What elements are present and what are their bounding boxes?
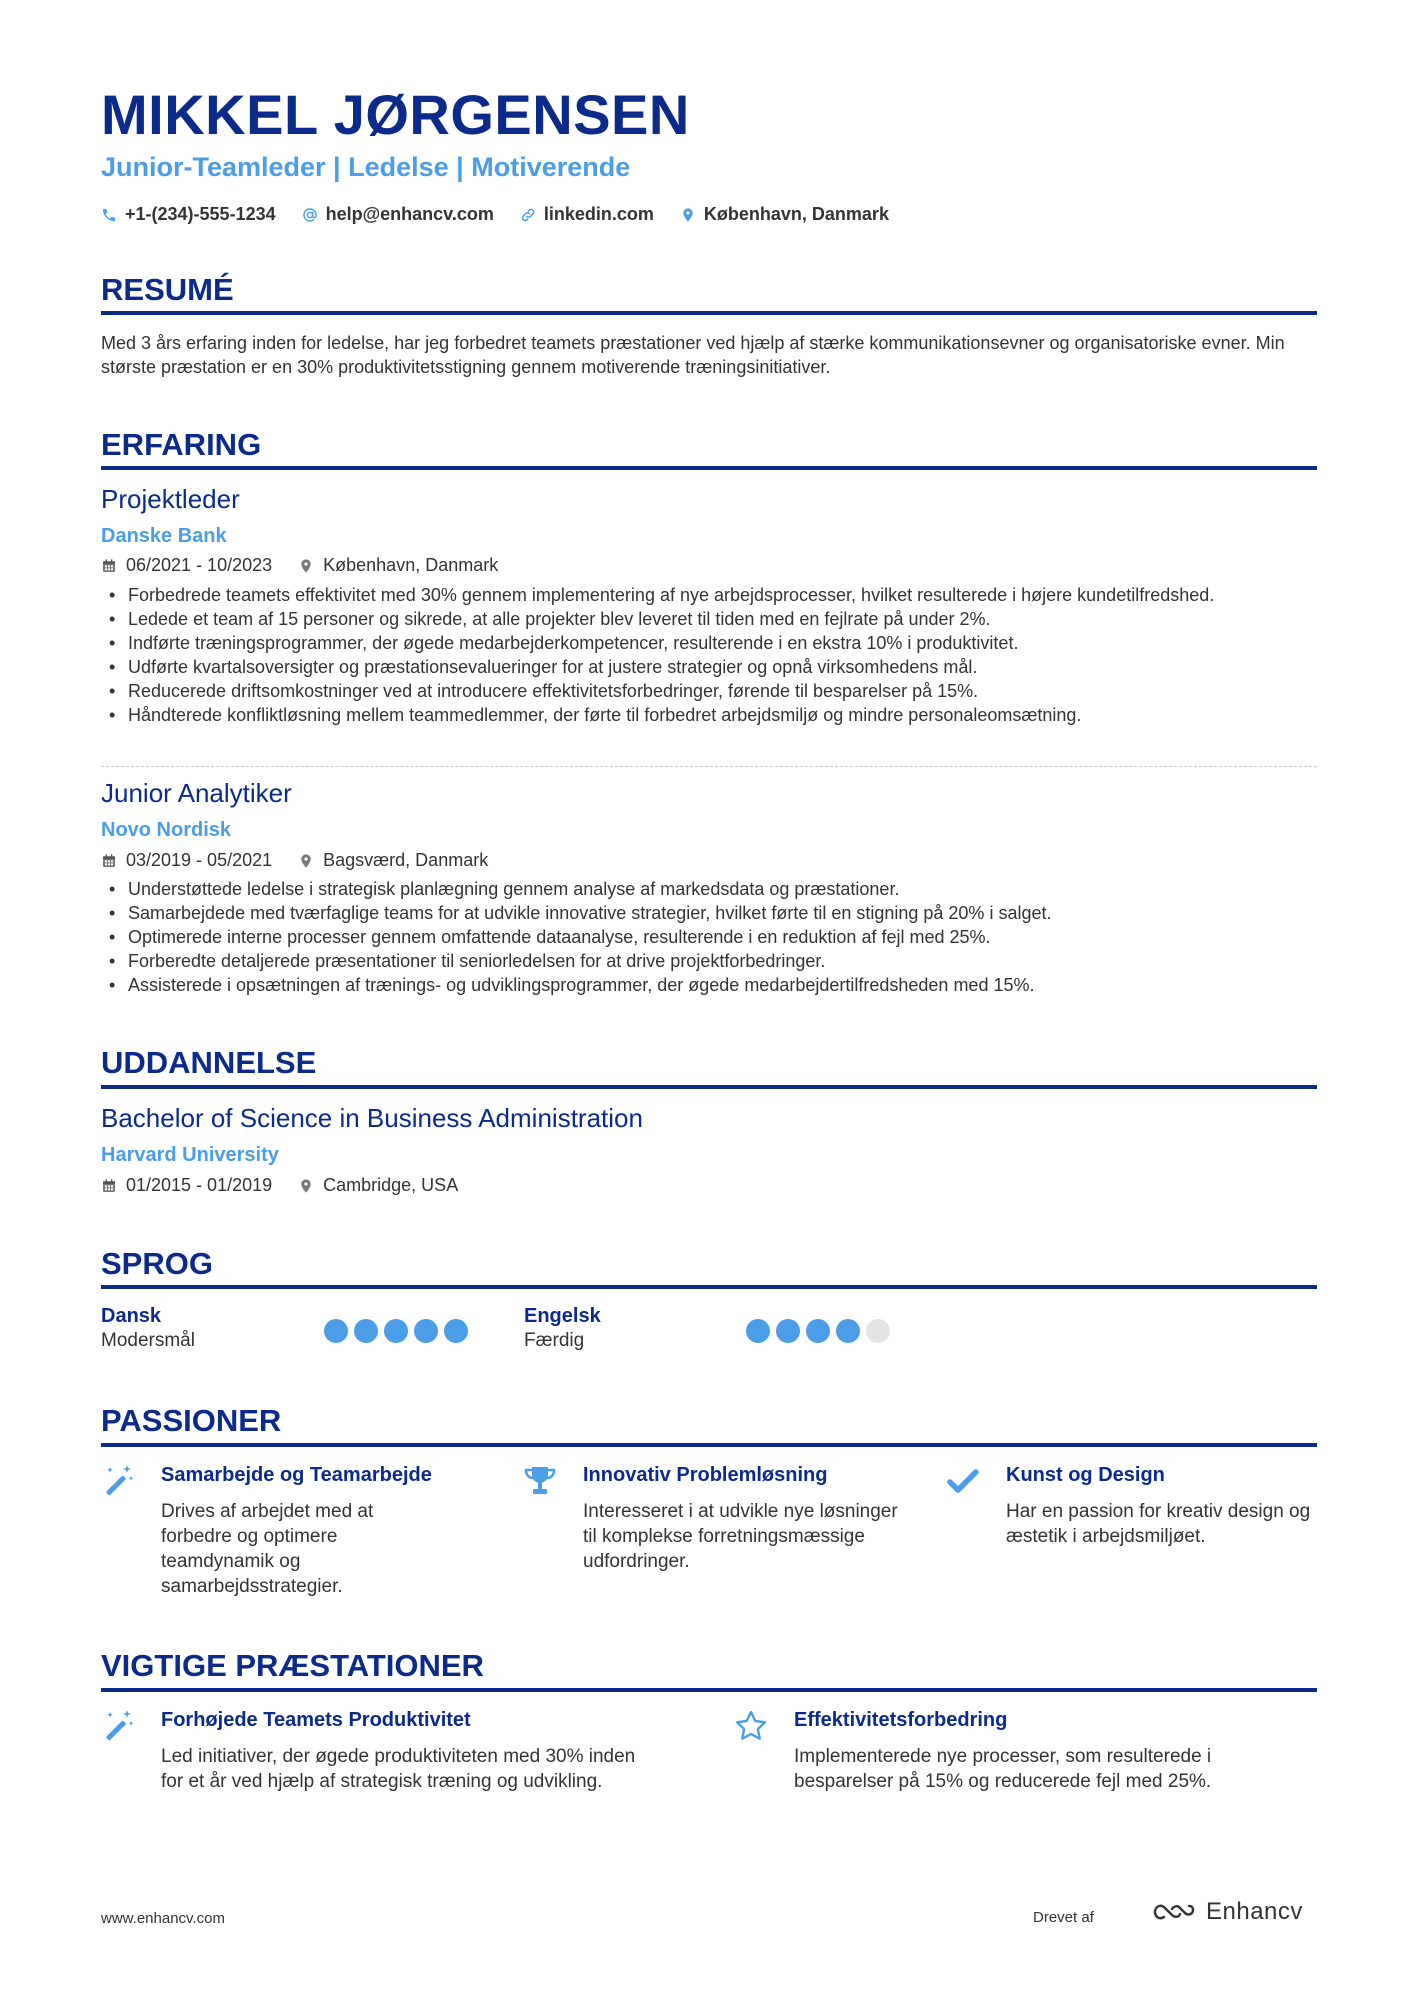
list-item: • Ledede et team af 15 personer og sikrede, at alle projekter blev leveret til tiden med en fejlrate på under 2%. — [101, 607, 1317, 631]
footer-website[interactable]: www.enhancv.com — [101, 1910, 225, 1927]
job-2-location: Bagsværd, Danmark — [323, 850, 489, 870]
passions-divider — [101, 1443, 1317, 1447]
language-name: Dansk — [101, 1305, 162, 1327]
job-2-dates: 03/2019 - 05/2021 — [126, 850, 273, 870]
calendar-icon — [101, 558, 117, 574]
contact-linkedin[interactable] — [520, 204, 654, 225]
summary-divider — [101, 311, 1317, 315]
degree-title: Bachelor of Science in Business Administration — [101, 1103, 643, 1133]
list-item: • Reducerede driftsomkostninger ved at introducere effektivitetsforbedringer, førende til besparelser på 15%. — [101, 679, 1317, 703]
contact-phone[interactable] — [101, 204, 276, 225]
candidate-tagline: Junior-Teamleder | Ledelse | Motiverende — [101, 152, 631, 182]
achievement-text: Implementerede nye processer, som resulterede i besparelser på 15% og reducerede fejl med 25%. — [794, 1746, 1212, 1792]
languages-divider — [101, 1285, 1317, 1289]
language-engelsk — [524, 1305, 601, 1352]
at-icon — [302, 207, 318, 223]
achievement-title: Forhøjede Teamets Produktivitet — [161, 1709, 471, 1731]
language-dansk — [101, 1305, 195, 1352]
list-item: • Indførte træningsprogrammer, der øgede medarbejderkompetencer, resulterende i en ekstra 10% i produktivitet. — [101, 631, 1317, 655]
calendar-icon — [101, 1178, 117, 1194]
education-dates: 01/2015 - 01/2019 — [126, 1175, 273, 1195]
link-icon — [520, 207, 536, 223]
footer-powered-by: Drevet af — [1033, 1909, 1094, 1926]
checkmark-icon — [946, 1464, 980, 1498]
list-item: • Håndterede konfliktløsning mellem teammedlemmer, der førte til forbedret arbejdsmiljø og mindre personaleomsætning. — [101, 703, 1317, 727]
calendar-icon — [101, 853, 117, 869]
job-2-bullets — [101, 877, 1317, 997]
summary-text: Med 3 års erfaring inden for ledelse, har jeg forbedret teamets præstationer ved hjælp af stærke kommunikationsevner og organisatoriske evner. Min største præstation er en 30% produktivitetsstigning gennem motiverende træningsinitiativer. — [101, 333, 1285, 377]
job-1-bullets — [101, 583, 1317, 727]
education-divider — [101, 1085, 1317, 1089]
contact-email[interactable] — [302, 204, 494, 225]
passion-card — [523, 1464, 923, 1604]
map-pin-icon — [298, 1178, 314, 1194]
language-rating — [746, 1319, 890, 1343]
rating-dot-filled — [384, 1319, 408, 1343]
job-2-title: Junior Analytiker — [101, 778, 292, 808]
footer-brand-name: Enhancv — [1206, 1898, 1303, 1925]
passions-heading: PASSIONER — [101, 1403, 282, 1438]
job-1-title: Projektleder — [101, 484, 240, 514]
passion-text: Har en passion for kreativ design og æstetik i arbejdsmiljøet. — [1006, 1501, 1311, 1547]
experience-heading: ERFARING — [101, 427, 262, 462]
job-1-meta — [101, 555, 524, 576]
language-rating — [324, 1319, 468, 1343]
achievements-heading: VIGTIGE PRÆSTATIONER — [101, 1648, 484, 1683]
passion-title: Innovativ Problemløsning — [583, 1464, 828, 1486]
passion-card — [101, 1464, 501, 1604]
school-name: Harvard University — [101, 1144, 279, 1166]
passion-text: Drives af arbejdet med at forbedre og optimere teamdynamik og samarbejdsstrategier. — [161, 1501, 374, 1597]
job-2-company: Novo Nordisk — [101, 819, 232, 841]
language-level: Modersmål — [101, 1330, 195, 1351]
experience-divider — [101, 466, 1317, 470]
achievements-divider — [101, 1688, 1317, 1692]
list-item: • Forbedrede teamets effektivitet med 30% gennem implementering af nye arbejdsprocesser, hvilket resulterede i højere kundetilfredshed. — [101, 583, 1317, 607]
map-pin-icon — [680, 207, 696, 223]
language-level: Færdig — [524, 1330, 585, 1351]
list-item: • Forberedte detaljerede præsentationer til seniorledelsen for at drive projektforbedringer. — [101, 949, 1317, 973]
passion-title: Kunst og Design — [1006, 1464, 1165, 1486]
job-1-company: Danske Bank — [101, 525, 227, 547]
candidate-name: MIKKEL JØRGENSEN — [101, 83, 690, 146]
phone-icon — [101, 207, 117, 223]
map-pin-icon — [298, 853, 314, 869]
job-1-location: København, Danmark — [323, 555, 499, 575]
job-1-dates: 06/2021 - 10/2023 — [126, 555, 273, 575]
passion-text: Interesseret i at udvikle nye løsninger til komplekse forretningsmæssige udfordringer. — [583, 1501, 898, 1572]
location-text: København, Danmark — [703, 204, 889, 224]
rating-dot-filled — [776, 1319, 800, 1343]
education-meta — [101, 1175, 484, 1196]
achievement-title: Effektivitetsforbedring — [794, 1709, 1008, 1731]
rating-dot-filled — [414, 1319, 438, 1343]
rating-dot-filled — [806, 1319, 830, 1343]
phone-text: +1-(234)-555-1234 — [125, 204, 276, 224]
languages-heading: SPROG — [101, 1246, 213, 1281]
achievement-card — [734, 1709, 1317, 1829]
rating-dot-filled — [746, 1319, 770, 1343]
contact-bar — [101, 204, 889, 225]
rating-dot-filled — [354, 1319, 378, 1343]
magic-wand-icon — [101, 1464, 135, 1498]
magic-wand-icon — [101, 1709, 135, 1743]
rating-dot-filled — [324, 1319, 348, 1343]
linkedin-text: linkedin.com — [543, 204, 654, 224]
list-item: • Assisterede i opsætningen af trænings- og udviklingsprogrammer, der øgede medarbejdertilfredsheden med 15%. — [101, 973, 1317, 997]
job-separator — [101, 766, 1317, 767]
trophy-icon — [523, 1464, 557, 1498]
email-text: help@enhancv.com — [325, 204, 494, 224]
list-item: • Udførte kvartalsoversigter og præstationsevalueringer for at justere strategier og opnå virksomhedens mål. — [101, 655, 1317, 679]
rating-dot-filled — [836, 1319, 860, 1343]
map-pin-icon — [298, 558, 314, 574]
star-icon — [734, 1709, 768, 1743]
rating-dot-filled — [444, 1319, 468, 1343]
education-heading: UDDANNELSE — [101, 1045, 317, 1080]
rating-dot-empty — [866, 1319, 890, 1343]
enhancv-logo-icon — [1152, 1900, 1198, 1924]
contact-location — [680, 204, 889, 225]
achievement-text: Led initiativer, der øgede produktiviteten med 30% inden for et år ved hjælp af strategisk træning og udvikling. — [161, 1746, 636, 1792]
achievement-card — [101, 1709, 701, 1829]
footer-brand[interactable] — [1152, 1898, 1303, 1926]
list-item: • Understøttede ledelse i strategisk planlægning gennem analyse af markedsdata og præstationer. — [101, 877, 1317, 901]
education-location: Cambridge, USA — [323, 1175, 459, 1195]
passion-title: Samarbejde og Teamarbejde — [161, 1464, 432, 1486]
summary-heading: RESUMÉ — [101, 272, 234, 307]
passion-card — [946, 1464, 1317, 1604]
list-item: • Optimerede interne processer gennem omfattende dataanalyse, resulterende i en reduktion af fejl med 25%. — [101, 925, 1317, 949]
language-name: Engelsk — [524, 1305, 601, 1327]
list-item: • Samarbejdede med tværfaglige teams for at udvikle innovative strategier, hvilket førte til en stigning på 20% i salget. — [101, 901, 1317, 925]
job-2-meta — [101, 850, 514, 871]
